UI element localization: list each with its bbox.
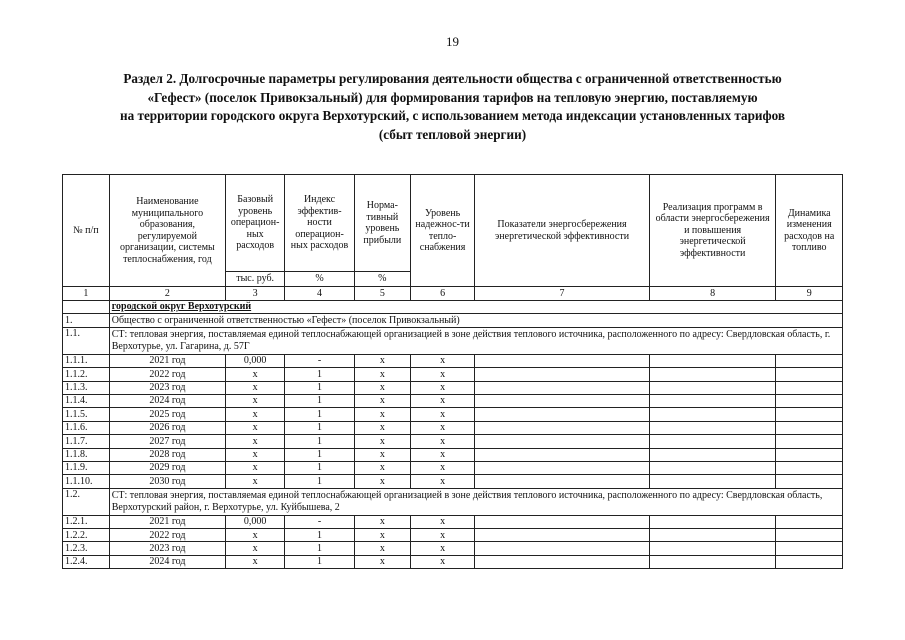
efficiency-index-cell: 1 (285, 542, 355, 555)
fuel-dynamics-cell (776, 448, 843, 461)
title-line: на территории городского округа Верхотурский, с использованием метода индексации установленных тарифов (119, 108, 786, 123)
fuel-dynamics-cell (776, 368, 843, 381)
year-cell: 2022 год (109, 529, 225, 542)
energy-programs-cell (649, 529, 776, 542)
profit-level-cell: x (354, 408, 410, 421)
reliability-cell: x (410, 475, 474, 488)
efficiency-index-cell: 1 (285, 435, 355, 448)
row-number: 1.1.5. (63, 408, 110, 421)
parameters-table (62, 174, 843, 569)
profit-level-cell: x (354, 461, 410, 474)
group2-rows (63, 515, 843, 569)
energy-programs-cell (649, 461, 776, 474)
reliability-cell: x (410, 448, 474, 461)
table-row (63, 542, 843, 555)
header-energy-programs: Реализация программ в области энергосбережения и повышения энергетической эффективности (649, 175, 776, 287)
base-opex-cell: x (226, 529, 285, 542)
base-opex-cell: 0,000 (226, 354, 285, 367)
title-line: «Гефест» (поселок Привокзальный) для формирования тарифов на тепловую энергию, поставляемую (147, 89, 758, 105)
energy-programs-cell (649, 368, 776, 381)
energy-indicators-cell (475, 381, 649, 394)
energy-programs-cell (649, 515, 776, 528)
row-number: 1.1.10. (63, 475, 110, 488)
fuel-dynamics-cell (776, 435, 843, 448)
fuel-dynamics-cell (776, 542, 843, 555)
org-row (63, 314, 843, 327)
table-row (63, 421, 843, 434)
energy-indicators-cell (475, 421, 649, 434)
base-opex-cell: x (226, 475, 285, 488)
profit-level-cell: x (354, 515, 410, 528)
energy-indicators-cell (475, 448, 649, 461)
base-opex-cell: x (226, 421, 285, 434)
profit-level-cell: x (354, 421, 410, 434)
efficiency-index-cell: 1 (285, 555, 355, 568)
efficiency-index-cell: 1 (285, 529, 355, 542)
row-number: 1. (63, 314, 110, 327)
table-row (63, 435, 843, 448)
energy-programs-cell (649, 381, 776, 394)
efficiency-index-cell: 1 (285, 408, 355, 421)
fuel-dynamics-cell (776, 394, 843, 407)
energy-indicators-cell (475, 542, 649, 555)
year-cell: 2030 год (109, 475, 225, 488)
table-row (63, 381, 843, 394)
title-line: Раздел 2. Долгосрочные параметры регулирования деятельности общества с ограниченной ответственностью (123, 71, 782, 86)
energy-indicators-cell (475, 435, 649, 448)
fuel-dynamics-cell (776, 381, 843, 394)
year-cell: 2024 год (109, 555, 225, 568)
section-row (63, 301, 843, 314)
energy-programs-cell (649, 555, 776, 568)
reliability-cell: x (410, 381, 474, 394)
profit-level-cell: x (354, 542, 410, 555)
year-cell: 2022 год (109, 368, 225, 381)
efficiency-index-cell: 1 (285, 394, 355, 407)
year-cell: 2028 год (109, 448, 225, 461)
group-description: СТ: тепловая энергия, поставляемая единой теплоснабжающей организацией в зоне действия теплового источника, расположенного по адресу: Свердловская область, Верхотурский район, г. Верхотурье, ул. Куйбышева, 2 (109, 488, 842, 515)
header-reliability: Уровень надежнос-ти тепло-снабжения (410, 175, 474, 287)
table-row (63, 555, 843, 568)
profit-level-cell: x (354, 354, 410, 367)
col-number: 9 (776, 287, 843, 301)
page-number: 19 (446, 34, 459, 49)
energy-programs-cell (649, 354, 776, 367)
page-title (40, 70, 865, 144)
col-number: 2 (109, 287, 225, 301)
table-row (63, 408, 843, 421)
fuel-dynamics-cell (776, 354, 843, 367)
row-number: 1.1.9. (63, 461, 110, 474)
energy-indicators-cell (475, 555, 649, 568)
unit-efficiency-index: % (285, 272, 355, 287)
energy-indicators-cell (475, 408, 649, 421)
col-number: 6 (410, 287, 474, 301)
profit-level-cell: x (354, 475, 410, 488)
year-cell: 2025 год (109, 408, 225, 421)
unit-base-opex: тыс. руб. (226, 272, 285, 287)
efficiency-index-cell: 1 (285, 448, 355, 461)
base-opex-cell: x (226, 435, 285, 448)
efficiency-index-cell: 1 (285, 381, 355, 394)
header-num: № п/п (63, 175, 110, 287)
energy-programs-cell (649, 475, 776, 488)
reliability-cell: x (410, 542, 474, 555)
title-line: (сбыт тепловой энергии) (378, 126, 527, 142)
row-number: 1.2.4. (63, 555, 110, 568)
row-number: 1.1.1. (63, 354, 110, 367)
efficiency-index-cell: 1 (285, 461, 355, 474)
header-fuel-dynamics: Динамика изменения расходов на топливо (776, 175, 843, 287)
base-opex-cell: x (226, 542, 285, 555)
table-row (63, 529, 843, 542)
table-row (63, 515, 843, 528)
base-opex-cell: x (226, 408, 285, 421)
year-cell: 2029 год (109, 461, 225, 474)
reliability-cell: x (410, 461, 474, 474)
energy-programs-cell (649, 408, 776, 421)
fuel-dynamics-cell (776, 408, 843, 421)
group-description: СТ: тепловая энергия, поставляемая единой теплоснабжающей организацией в зоне действия теплового источника, расположенного по адресу: Свердловская область, г. Верхотурье, ул. Гагарина, д. 57Г (109, 327, 842, 354)
energy-indicators-cell (475, 394, 649, 407)
row-number: 1.1. (63, 327, 110, 354)
year-cell: 2026 год (109, 421, 225, 434)
reliability-cell: x (410, 555, 474, 568)
column-numbers-row (63, 287, 843, 301)
energy-programs-cell (649, 448, 776, 461)
org-name: Общество с ограниченной ответственностью «Гефест» (поселок Привокзальный) (109, 314, 842, 327)
fuel-dynamics-cell (776, 421, 843, 434)
year-cell: 2027 год (109, 435, 225, 448)
base-opex-cell: x (226, 461, 285, 474)
fuel-dynamics-cell (776, 555, 843, 568)
energy-indicators-cell (475, 529, 649, 542)
reliability-cell: x (410, 368, 474, 381)
row-number: 1.1.6. (63, 421, 110, 434)
header-profit-level: Норма-тивный уровень прибыли (354, 175, 410, 272)
reliability-cell: x (410, 421, 474, 434)
base-opex-cell: x (226, 381, 285, 394)
base-opex-cell: x (226, 394, 285, 407)
efficiency-index-cell: - (285, 515, 355, 528)
energy-programs-cell (649, 421, 776, 434)
section-title: городской округ Верхотурский (109, 301, 842, 314)
efficiency-index-cell: 1 (285, 421, 355, 434)
profit-level-cell: x (354, 529, 410, 542)
col-number: 3 (226, 287, 285, 301)
table-row (63, 448, 843, 461)
profit-level-cell: x (354, 435, 410, 448)
reliability-cell: x (410, 435, 474, 448)
year-cell: 2023 год (109, 381, 225, 394)
row-number: 1.2.2. (63, 529, 110, 542)
header-base-opex: Базовый уровень операцион-ных расходов (226, 175, 285, 272)
row-number: 1.1.7. (63, 435, 110, 448)
row-number: 1.2.3. (63, 542, 110, 555)
year-cell: 2021 год (109, 354, 225, 367)
energy-indicators-cell (475, 475, 649, 488)
header-name: Наименование муниципального образования, регулируемой организации, системы теплоснабжения, год (109, 175, 225, 287)
unit-profit-level: % (354, 272, 410, 287)
year-cell: 2023 год (109, 542, 225, 555)
base-opex-cell: x (226, 448, 285, 461)
efficiency-index-cell: 1 (285, 475, 355, 488)
energy-programs-cell (649, 394, 776, 407)
base-opex-cell: x (226, 555, 285, 568)
base-opex-cell: x (226, 368, 285, 381)
table-row (63, 368, 843, 381)
profit-level-cell: x (354, 555, 410, 568)
fuel-dynamics-cell (776, 529, 843, 542)
table-row (63, 461, 843, 474)
efficiency-index-cell: - (285, 354, 355, 367)
energy-indicators-cell (475, 515, 649, 528)
col-number: 1 (63, 287, 110, 301)
year-cell: 2024 год (109, 394, 225, 407)
col-number: 4 (285, 287, 355, 301)
reliability-cell: x (410, 394, 474, 407)
profit-level-cell: x (354, 394, 410, 407)
row-number: 1.1.3. (63, 381, 110, 394)
table-row (63, 354, 843, 367)
header-efficiency-index: Индекс эффектив-ности операцион-ных расходов (285, 175, 355, 272)
table-row (63, 475, 843, 488)
energy-indicators-cell (475, 368, 649, 381)
fuel-dynamics-cell (776, 461, 843, 474)
profit-level-cell: x (354, 381, 410, 394)
energy-programs-cell (649, 435, 776, 448)
row-number: 1.1.4. (63, 394, 110, 407)
profit-level-cell: x (354, 368, 410, 381)
group1-rows (63, 354, 843, 488)
group-header-row (63, 327, 843, 354)
energy-programs-cell (649, 542, 776, 555)
fuel-dynamics-cell (776, 475, 843, 488)
energy-indicators-cell (475, 461, 649, 474)
reliability-cell: x (410, 515, 474, 528)
base-opex-cell: 0,000 (226, 515, 285, 528)
row-number: 1.1.8. (63, 448, 110, 461)
col-number: 8 (649, 287, 776, 301)
col-number: 7 (475, 287, 649, 301)
row-number: 1.2.1. (63, 515, 110, 528)
col-number: 5 (354, 287, 410, 301)
efficiency-index-cell: 1 (285, 368, 355, 381)
row-number: 1.2. (63, 488, 110, 515)
year-cell: 2021 год (109, 515, 225, 528)
reliability-cell: x (410, 354, 474, 367)
reliability-cell: x (410, 408, 474, 421)
energy-indicators-cell (475, 354, 649, 367)
group-header-row (63, 488, 843, 515)
profit-level-cell: x (354, 448, 410, 461)
header-energy-indicators: Показатели энергосбережения энергетической эффективности (475, 175, 649, 287)
row-number: 1.1.2. (63, 368, 110, 381)
fuel-dynamics-cell (776, 515, 843, 528)
table-row (63, 394, 843, 407)
reliability-cell: x (410, 529, 474, 542)
